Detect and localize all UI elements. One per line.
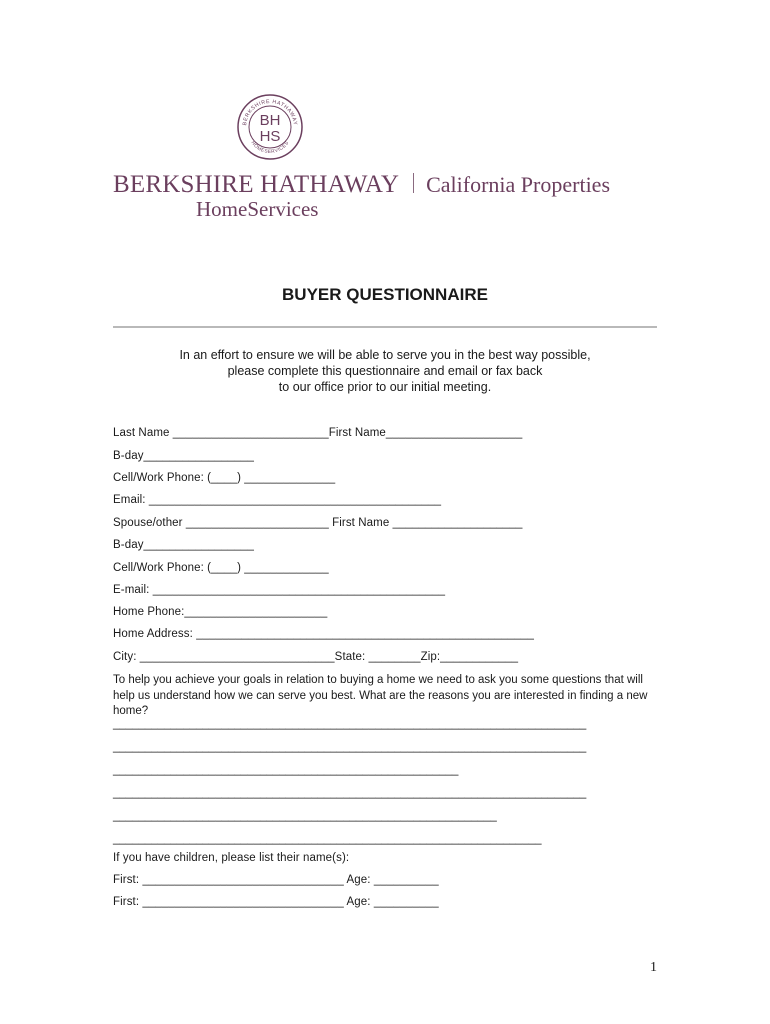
brand-name: BERKSHIRE HATHAWAY (113, 171, 400, 198)
page-number: 1 (650, 960, 657, 975)
intro-text (0, 347, 770, 395)
spouse-phone-field-line[interactable]: Cell/Work Phone: (____) _____________ (113, 562, 329, 574)
home-address-field-line[interactable]: Home Address: ____________________________________________________ (113, 628, 534, 640)
answer-line[interactable]: __________________________________________________________________________ (113, 787, 587, 799)
answer-line[interactable]: ______________________________________________________ (113, 764, 459, 776)
email-field-line[interactable]: Email: _____________________________________________ (113, 494, 442, 506)
seal-ring-bottom-text: HOMESERVICES (249, 140, 291, 156)
name-field-line[interactable]: Last Name ________________________First Name_____________________ (113, 427, 523, 439)
answer-line[interactable]: __________________________________________________________________________ (113, 718, 587, 730)
phone-field-line[interactable]: Cell/Work Phone: (____) ______________ (113, 472, 336, 484)
seal-ring-top-text: BERKSHIRE HATHAWAY (241, 98, 299, 126)
child-row-2[interactable]: First: _______________________________ Age: __________ (113, 896, 439, 908)
intro-line-3: to our office prior to our initial meeting. (278, 380, 492, 394)
intro-line-2: please complete this questionnaire and email or fax back (227, 364, 543, 378)
brand-homeservices: HomeServices (196, 197, 319, 221)
answer-line[interactable]: ____________________________________________________________ (113, 810, 497, 822)
bhhs-seal-logo (236, 93, 304, 161)
title-divider (113, 326, 657, 328)
intro-line-1: In an effort to ensure we will be able to serve you in the best way possible, (179, 348, 591, 362)
spouse-email-field-line[interactable]: E-mail: _____________________________________________ (113, 584, 446, 596)
child-row-1[interactable]: First: _______________________________ Age: __________ (113, 874, 439, 886)
spouse-bday-field-line[interactable]: B-day_________________ (113, 539, 254, 551)
answer-line[interactable]: __________________________________________________________________________ (113, 741, 587, 753)
goals-paragraph: To help you achieve your goals in relation to buying a home we need to ask you some questions that will help us understand how we can serve you best. What are the reasons you are interested in finding a new home? (113, 674, 648, 717)
answer-line[interactable]: ___________________________________________________________________ (113, 833, 542, 845)
bday-field-line[interactable]: B-day_________________ (113, 450, 254, 462)
children-prompt: If you have children, please list their name(s): (113, 852, 350, 864)
brand-separator (413, 173, 414, 193)
city-state-zip-field-line[interactable]: City: ______________________________State: ________Zip:____________ (113, 651, 519, 663)
home-phone-field-line[interactable]: Home Phone:______________________ (113, 606, 328, 618)
document-title: BUYER QUESTIONNAIRE (282, 285, 488, 304)
brand-region: California Properties (426, 172, 611, 197)
brand-wordmark (113, 171, 610, 199)
seal-bh-text: BH (259, 112, 281, 129)
spouse-field-line[interactable]: Spouse/other ______________________ First Name ____________________ (113, 517, 523, 529)
seal-hs-text: HS (259, 128, 281, 145)
